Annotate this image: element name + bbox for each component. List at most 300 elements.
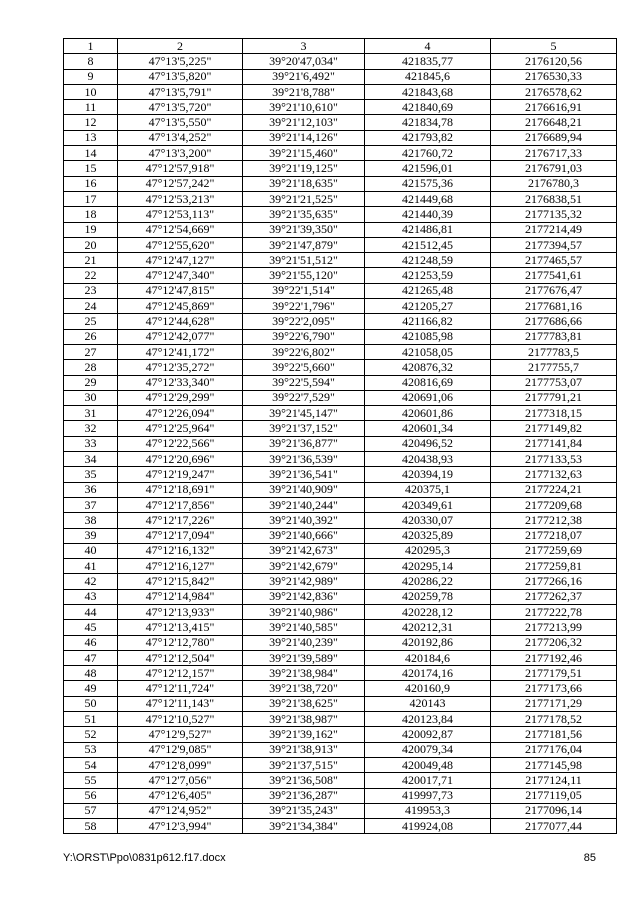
table-row	[64, 666, 617, 681]
point-number-cell: 34	[64, 452, 118, 467]
y-coordinate-cell: 2176780,3	[491, 176, 617, 191]
x-coordinate-cell: 420601,86	[365, 406, 491, 421]
x-coordinate-cell: 420691,06	[365, 390, 491, 405]
latitude-cell: 47°12'29,299"	[118, 390, 243, 405]
point-number-cell: 35	[64, 467, 118, 482]
longitude-cell: 39°22'5,660"	[243, 360, 365, 375]
x-coordinate-cell: 420092,87	[365, 727, 491, 742]
x-coordinate-cell: 420212,31	[365, 620, 491, 635]
longitude-cell: 39°21'42,836"	[243, 589, 365, 604]
latitude-cell: 47°12'18,691"	[118, 482, 243, 497]
header-cell-4: 4	[365, 39, 491, 54]
table-row	[64, 788, 617, 803]
y-coordinate-cell: 2177465,57	[491, 253, 617, 268]
header-cell-2: 2	[118, 39, 243, 54]
table-row	[64, 497, 617, 512]
x-coordinate-cell: 420184,6	[365, 650, 491, 665]
latitude-cell: 47°12'41,172"	[118, 344, 243, 359]
table-row	[64, 436, 617, 451]
longitude-cell: 39°21'37,515"	[243, 757, 365, 772]
latitude-cell: 47°13'5,791"	[118, 84, 243, 99]
y-coordinate-cell: 2177173,66	[491, 681, 617, 696]
longitude-cell: 39°20'47,034"	[243, 54, 365, 69]
table-row	[64, 452, 617, 467]
table-row	[64, 696, 617, 711]
point-number-cell: 10	[64, 84, 118, 99]
point-number-cell: 53	[64, 742, 118, 757]
table-row	[64, 543, 617, 558]
latitude-cell: 47°12'57,918"	[118, 161, 243, 176]
longitude-cell: 39°21'19,125"	[243, 161, 365, 176]
y-coordinate-cell: 2177676,47	[491, 283, 617, 298]
longitude-cell: 39°21'36,508"	[243, 773, 365, 788]
longitude-cell: 39°21'10,610"	[243, 100, 365, 115]
y-coordinate-cell: 2177213,99	[491, 620, 617, 635]
longitude-cell: 39°21'36,541"	[243, 467, 365, 482]
y-coordinate-cell: 2176616,91	[491, 100, 617, 115]
x-coordinate-cell: 419953,3	[365, 803, 491, 818]
latitude-cell: 47°13'5,720"	[118, 100, 243, 115]
table-row	[64, 237, 617, 252]
x-coordinate-cell: 421840,69	[365, 100, 491, 115]
x-coordinate-cell: 421845,6	[365, 69, 491, 84]
y-coordinate-cell: 2177681,16	[491, 299, 617, 314]
x-coordinate-cell: 420160,9	[365, 681, 491, 696]
y-coordinate-cell: 2176689,94	[491, 130, 617, 145]
table-row	[64, 604, 617, 619]
longitude-cell: 39°21'42,673"	[243, 543, 365, 558]
x-coordinate-cell: 420295,14	[365, 559, 491, 574]
table-row	[64, 635, 617, 650]
point-number-cell: 9	[64, 69, 118, 84]
table-row	[64, 375, 617, 390]
table-row	[64, 299, 617, 314]
longitude-cell: 39°22'2,095"	[243, 314, 365, 329]
point-number-cell: 44	[64, 604, 118, 619]
table-row	[64, 84, 617, 99]
y-coordinate-cell: 2177755,7	[491, 360, 617, 375]
latitude-cell: 47°12'42,077"	[118, 329, 243, 344]
point-number-cell: 54	[64, 757, 118, 772]
latitude-cell: 47°12'10,527"	[118, 712, 243, 727]
point-number-cell: 36	[64, 482, 118, 497]
x-coordinate-cell: 421166,82	[365, 314, 491, 329]
x-coordinate-cell: 420123,84	[365, 712, 491, 727]
table-row	[64, 69, 617, 84]
y-coordinate-cell: 2176838,51	[491, 191, 617, 206]
point-number-cell: 15	[64, 161, 118, 176]
table-row	[64, 712, 617, 727]
x-coordinate-cell: 421449,68	[365, 191, 491, 206]
y-coordinate-cell: 2177176,04	[491, 742, 617, 757]
point-number-cell: 38	[64, 513, 118, 528]
point-number-cell: 8	[64, 54, 118, 69]
point-number-cell: 52	[64, 727, 118, 742]
x-coordinate-cell: 421512,45	[365, 237, 491, 252]
table-row	[64, 207, 617, 222]
table-row	[64, 757, 617, 772]
x-coordinate-cell: 421440,39	[365, 207, 491, 222]
longitude-cell: 39°21'6,492"	[243, 69, 365, 84]
x-coordinate-cell: 420259,78	[365, 589, 491, 604]
table-row	[64, 406, 617, 421]
table-row	[64, 559, 617, 574]
longitude-cell: 39°22'5,594"	[243, 375, 365, 390]
y-coordinate-cell: 2177171,29	[491, 696, 617, 711]
longitude-cell: 39°21'40,585"	[243, 620, 365, 635]
longitude-cell: 39°22'7,529"	[243, 390, 365, 405]
x-coordinate-cell: 420192,86	[365, 635, 491, 650]
x-coordinate-cell: 420295,3	[365, 543, 491, 558]
y-coordinate-cell: 2177214,49	[491, 222, 617, 237]
x-coordinate-cell: 421575,36	[365, 176, 491, 191]
longitude-cell: 39°21'36,287"	[243, 788, 365, 803]
longitude-cell: 39°21'38,913"	[243, 742, 365, 757]
x-coordinate-cell: 421265,48	[365, 283, 491, 298]
longitude-cell: 39°21'39,589"	[243, 650, 365, 665]
table-row	[64, 115, 617, 130]
point-number-cell: 37	[64, 497, 118, 512]
longitude-cell: 39°21'37,152"	[243, 421, 365, 436]
table-row	[64, 253, 617, 268]
x-coordinate-cell: 420325,89	[365, 528, 491, 543]
y-coordinate-cell: 2177212,38	[491, 513, 617, 528]
latitude-cell: 47°12'22,566"	[118, 436, 243, 451]
y-coordinate-cell: 2177141,84	[491, 436, 617, 451]
latitude-cell: 47°12'44,628"	[118, 314, 243, 329]
latitude-cell: 47°12'4,952"	[118, 803, 243, 818]
latitude-cell: 47°12'12,504"	[118, 650, 243, 665]
latitude-cell: 47°12'12,157"	[118, 666, 243, 681]
x-coordinate-cell: 421793,82	[365, 130, 491, 145]
header-cell-1: 1	[64, 39, 118, 54]
table-row	[64, 650, 617, 665]
longitude-cell: 39°21'40,239"	[243, 635, 365, 650]
latitude-cell: 47°12'6,405"	[118, 788, 243, 803]
latitude-cell: 47°13'5,820"	[118, 69, 243, 84]
longitude-cell: 39°21'55,120"	[243, 268, 365, 283]
table-row	[64, 54, 617, 69]
y-coordinate-cell: 2177686,66	[491, 314, 617, 329]
longitude-cell: 39°21'45,147"	[243, 406, 365, 421]
x-coordinate-cell: 421058,05	[365, 344, 491, 359]
table-row	[64, 620, 617, 635]
y-coordinate-cell: 2176530,33	[491, 69, 617, 84]
latitude-cell: 47°12'26,094"	[118, 406, 243, 421]
table-row	[64, 773, 617, 788]
x-coordinate-cell: 421248,59	[365, 253, 491, 268]
latitude-cell: 47°12'11,143"	[118, 696, 243, 711]
x-coordinate-cell: 420496,52	[365, 436, 491, 451]
table-row	[64, 390, 617, 405]
longitude-cell: 39°21'35,635"	[243, 207, 365, 222]
point-number-cell: 47	[64, 650, 118, 665]
y-coordinate-cell: 2177262,37	[491, 589, 617, 604]
table-row	[64, 329, 617, 344]
table-row	[64, 100, 617, 115]
coordinates-table	[63, 38, 617, 834]
latitude-cell: 47°13'5,550"	[118, 115, 243, 130]
latitude-cell: 47°12'20,696"	[118, 452, 243, 467]
table-row	[64, 574, 617, 589]
latitude-cell: 47°12'54,669"	[118, 222, 243, 237]
point-number-cell: 30	[64, 390, 118, 405]
point-number-cell: 22	[64, 268, 118, 283]
point-number-cell: 58	[64, 819, 118, 834]
longitude-cell: 39°22'1,514"	[243, 283, 365, 298]
latitude-cell: 47°12'15,842"	[118, 574, 243, 589]
y-coordinate-cell: 2177218,07	[491, 528, 617, 543]
longitude-cell: 39°21'12,103"	[243, 115, 365, 130]
x-coordinate-cell: 420174,16	[365, 666, 491, 681]
x-coordinate-cell: 420330,07	[365, 513, 491, 528]
latitude-cell: 47°12'9,085"	[118, 742, 243, 757]
latitude-cell: 47°12'17,856"	[118, 497, 243, 512]
table-row	[64, 360, 617, 375]
latitude-cell: 47°12'19,247"	[118, 467, 243, 482]
y-coordinate-cell: 2176648,21	[491, 115, 617, 130]
y-coordinate-cell: 2177124,11	[491, 773, 617, 788]
y-coordinate-cell: 2177783,5	[491, 344, 617, 359]
table-row	[64, 161, 617, 176]
latitude-cell: 47°12'7,056"	[118, 773, 243, 788]
latitude-cell: 47°12'3,994"	[118, 819, 243, 834]
point-number-cell: 24	[64, 299, 118, 314]
point-number-cell: 57	[64, 803, 118, 818]
point-number-cell: 42	[64, 574, 118, 589]
x-coordinate-cell: 420228,12	[365, 604, 491, 619]
point-number-cell: 11	[64, 100, 118, 115]
point-number-cell: 25	[64, 314, 118, 329]
longitude-cell: 39°21'42,989"	[243, 574, 365, 589]
latitude-cell: 47°12'17,226"	[118, 513, 243, 528]
latitude-cell: 47°12'12,780"	[118, 635, 243, 650]
y-coordinate-cell: 2177753,07	[491, 375, 617, 390]
point-number-cell: 26	[64, 329, 118, 344]
x-coordinate-cell: 420017,71	[365, 773, 491, 788]
longitude-cell: 39°21'47,879"	[243, 237, 365, 252]
point-number-cell: 49	[64, 681, 118, 696]
y-coordinate-cell: 2177541,61	[491, 268, 617, 283]
latitude-cell: 47°12'47,815"	[118, 283, 243, 298]
longitude-cell: 39°21'36,539"	[243, 452, 365, 467]
y-coordinate-cell: 2177077,44	[491, 819, 617, 834]
point-number-cell: 28	[64, 360, 118, 375]
point-number-cell: 45	[64, 620, 118, 635]
x-coordinate-cell: 421085,98	[365, 329, 491, 344]
point-number-cell: 16	[64, 176, 118, 191]
table-row	[64, 681, 617, 696]
y-coordinate-cell: 2177181,56	[491, 727, 617, 742]
longitude-cell: 39°21'42,679"	[243, 559, 365, 574]
x-coordinate-cell: 421834,78	[365, 115, 491, 130]
x-coordinate-cell: 420375,1	[365, 482, 491, 497]
longitude-cell: 39°21'40,392"	[243, 513, 365, 528]
x-coordinate-cell: 420049,48	[365, 757, 491, 772]
point-number-cell: 32	[64, 421, 118, 436]
x-coordinate-cell: 420601,34	[365, 421, 491, 436]
longitude-cell: 39°21'38,625"	[243, 696, 365, 711]
y-coordinate-cell: 2177145,98	[491, 757, 617, 772]
latitude-cell: 47°12'47,340"	[118, 268, 243, 283]
latitude-cell: 47°12'8,099"	[118, 757, 243, 772]
latitude-cell: 47°12'13,415"	[118, 620, 243, 635]
longitude-cell: 39°21'18,635"	[243, 176, 365, 191]
y-coordinate-cell: 2177135,32	[491, 207, 617, 222]
footer-file-path: Y:\ORST\Ppo\0831p612.f17.docx	[63, 852, 226, 864]
table-row	[64, 146, 617, 161]
latitude-cell: 47°12'13,933"	[118, 604, 243, 619]
point-number-cell: 29	[64, 375, 118, 390]
table-row	[64, 268, 617, 283]
longitude-cell: 39°21'38,987"	[243, 712, 365, 727]
point-number-cell: 46	[64, 635, 118, 650]
table-row	[64, 742, 617, 757]
longitude-cell: 39°22'1,796"	[243, 299, 365, 314]
latitude-cell: 47°13'4,252"	[118, 130, 243, 145]
y-coordinate-cell: 2177259,81	[491, 559, 617, 574]
longitude-cell: 39°21'36,877"	[243, 436, 365, 451]
point-number-cell: 18	[64, 207, 118, 222]
y-coordinate-cell: 2177222,78	[491, 604, 617, 619]
point-number-cell: 33	[64, 436, 118, 451]
table-row	[64, 589, 617, 604]
x-coordinate-cell: 420816,69	[365, 375, 491, 390]
point-number-cell: 12	[64, 115, 118, 130]
latitude-cell: 47°12'45,869"	[118, 299, 243, 314]
y-coordinate-cell: 2177394,57	[491, 237, 617, 252]
x-coordinate-cell: 421835,77	[365, 54, 491, 69]
point-number-cell: 27	[64, 344, 118, 359]
y-coordinate-cell: 2177224,21	[491, 482, 617, 497]
latitude-cell: 47°12'9,527"	[118, 727, 243, 742]
table-row	[64, 727, 617, 742]
x-coordinate-cell: 419924,08	[365, 819, 491, 834]
latitude-cell: 47°12'16,127"	[118, 559, 243, 574]
y-coordinate-cell: 2177179,51	[491, 666, 617, 681]
longitude-cell: 39°21'21,525"	[243, 191, 365, 206]
x-coordinate-cell: 419997,73	[365, 788, 491, 803]
longitude-cell: 39°21'38,720"	[243, 681, 365, 696]
point-number-cell: 17	[64, 191, 118, 206]
longitude-cell: 39°21'34,384"	[243, 819, 365, 834]
longitude-cell: 39°22'6,790"	[243, 329, 365, 344]
y-coordinate-cell: 2176717,33	[491, 146, 617, 161]
point-number-cell: 21	[64, 253, 118, 268]
longitude-cell: 39°21'38,984"	[243, 666, 365, 681]
x-coordinate-cell: 420349,61	[365, 497, 491, 512]
latitude-cell: 47°12'57,242"	[118, 176, 243, 191]
latitude-cell: 47°12'33,340"	[118, 375, 243, 390]
y-coordinate-cell: 2177192,46	[491, 650, 617, 665]
longitude-cell: 39°21'35,243"	[243, 803, 365, 818]
longitude-cell: 39°21'39,350"	[243, 222, 365, 237]
y-coordinate-cell: 2177132,63	[491, 467, 617, 482]
longitude-cell: 39°21'51,512"	[243, 253, 365, 268]
x-coordinate-cell: 420286,22	[365, 574, 491, 589]
table-row	[64, 191, 617, 206]
table-row	[64, 513, 617, 528]
y-coordinate-cell: 2176791,03	[491, 161, 617, 176]
table-row	[64, 176, 617, 191]
y-coordinate-cell: 2176120,56	[491, 54, 617, 69]
longitude-cell: 39°21'15,460"	[243, 146, 365, 161]
point-number-cell: 23	[64, 283, 118, 298]
y-coordinate-cell: 2177206,32	[491, 635, 617, 650]
table-row	[64, 528, 617, 543]
table-row	[64, 344, 617, 359]
table-row	[64, 803, 617, 818]
x-coordinate-cell: 421843,68	[365, 84, 491, 99]
table-row	[64, 283, 617, 298]
page-number: 85	[583, 852, 596, 864]
x-coordinate-cell: 420876,32	[365, 360, 491, 375]
x-coordinate-cell: 421760,72	[365, 146, 491, 161]
longitude-cell: 39°21'40,244"	[243, 497, 365, 512]
y-coordinate-cell: 2177259,69	[491, 543, 617, 558]
point-number-cell: 50	[64, 696, 118, 711]
y-coordinate-cell: 2176578,62	[491, 84, 617, 99]
longitude-cell: 39°22'6,802"	[243, 344, 365, 359]
y-coordinate-cell: 2177783,81	[491, 329, 617, 344]
x-coordinate-cell: 420438,93	[365, 452, 491, 467]
table-body	[64, 39, 617, 834]
x-coordinate-cell: 421596,01	[365, 161, 491, 176]
y-coordinate-cell: 2177119,05	[491, 788, 617, 803]
longitude-cell: 39°21'40,909"	[243, 482, 365, 497]
y-coordinate-cell: 2177791,21	[491, 390, 617, 405]
x-coordinate-cell: 421205,27	[365, 299, 491, 314]
longitude-cell: 39°21'40,666"	[243, 528, 365, 543]
header-cell-5: 5	[491, 39, 617, 54]
latitude-cell: 47°12'35,272"	[118, 360, 243, 375]
point-number-cell: 39	[64, 528, 118, 543]
point-number-cell: 40	[64, 543, 118, 558]
table-row	[64, 421, 617, 436]
y-coordinate-cell: 2177178,52	[491, 712, 617, 727]
table-row	[64, 130, 617, 145]
point-number-cell: 13	[64, 130, 118, 145]
longitude-cell: 39°21'8,788"	[243, 84, 365, 99]
point-number-cell: 14	[64, 146, 118, 161]
latitude-cell: 47°12'55,620"	[118, 237, 243, 252]
latitude-cell: 47°12'14,984"	[118, 589, 243, 604]
header-row	[64, 39, 617, 54]
y-coordinate-cell: 2177318,15	[491, 406, 617, 421]
point-number-cell: 56	[64, 788, 118, 803]
x-coordinate-cell: 420143	[365, 696, 491, 711]
point-number-cell: 43	[64, 589, 118, 604]
latitude-cell: 47°12'53,113"	[118, 207, 243, 222]
point-number-cell: 48	[64, 666, 118, 681]
latitude-cell: 47°12'47,127"	[118, 253, 243, 268]
longitude-cell: 39°21'14,126"	[243, 130, 365, 145]
point-number-cell: 55	[64, 773, 118, 788]
table-row	[64, 314, 617, 329]
table-row	[64, 482, 617, 497]
point-number-cell: 41	[64, 559, 118, 574]
x-coordinate-cell: 420394,19	[365, 467, 491, 482]
longitude-cell: 39°21'40,986"	[243, 604, 365, 619]
latitude-cell: 47°12'25,964"	[118, 421, 243, 436]
x-coordinate-cell: 421253,59	[365, 268, 491, 283]
table-row	[64, 819, 617, 834]
point-number-cell: 31	[64, 406, 118, 421]
latitude-cell: 47°12'11,724"	[118, 681, 243, 696]
latitude-cell: 47°12'53,213"	[118, 191, 243, 206]
x-coordinate-cell: 421486,81	[365, 222, 491, 237]
y-coordinate-cell: 2177149,82	[491, 421, 617, 436]
